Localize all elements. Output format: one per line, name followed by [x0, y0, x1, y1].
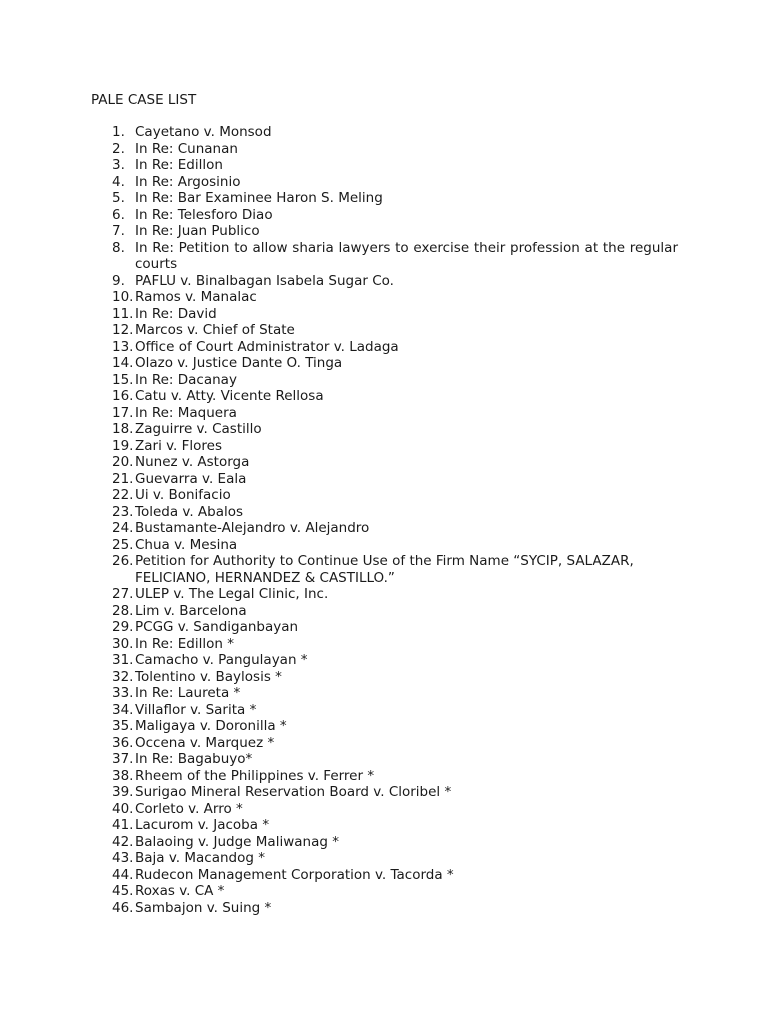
case-list: [112, 124, 678, 916]
list-item-number: 37.: [112, 751, 134, 767]
list-item-text: In Re: Petition to allow sharia lawyers to exercise their profession at the regular courts: [135, 239, 678, 272]
list-item-text: In Re: Bagabuyo*: [135, 751, 253, 767]
list-item: [112, 405, 678, 422]
list-item: [112, 289, 678, 306]
list-item-number: 27.: [112, 586, 134, 602]
list-item: [112, 207, 678, 224]
list-item: [112, 768, 678, 785]
list-item-text: Petition for Authority to Continue Use of the Firm Name “SYCIP, SALAZAR, FELICIANO, HERNANDEZ & CASTILLO.”: [135, 553, 634, 586]
list-item-text: Lacurom v. Jacoba *: [135, 817, 270, 833]
list-item-text: In Re: Laureta *: [135, 685, 241, 701]
list-item-text: In Re: Bar Examinee Haron S. Meling: [135, 190, 383, 206]
list-item-number: 44.: [112, 866, 134, 883]
list-item: [112, 190, 678, 207]
list-item-text: Roxas v. CA *: [135, 883, 225, 899]
list-item-text: Villaflor v. Sarita *: [135, 701, 257, 718]
list-item: [112, 685, 678, 702]
list-item-number: 18.: [112, 421, 134, 437]
list-item: [112, 751, 678, 768]
list-item-text: In Re: Argosinio: [135, 173, 241, 190]
list-item: [112, 240, 678, 273]
list-item-number: 23.: [112, 503, 134, 520]
list-item-text: PCGG v. Sandiganbayan: [135, 619, 299, 635]
list-item-number: 38.: [112, 767, 134, 784]
list-item: [112, 636, 678, 653]
list-item: [112, 355, 678, 372]
list-item-number: 32.: [112, 668, 134, 685]
list-item-text: Tolentino v. Baylosis *: [135, 668, 282, 685]
list-item: [112, 718, 678, 735]
list-item-text: Office of Court Administrator v. Ladaga: [135, 338, 399, 355]
list-item: [112, 520, 678, 537]
list-item: [112, 372, 678, 389]
list-item-number: 45.: [112, 883, 134, 899]
list-item-text: Toleda v. Abalos: [135, 503, 244, 520]
list-item-text: Olazo v. Justice Dante O. Tinga: [135, 355, 343, 371]
list-item: [112, 702, 678, 719]
list-item: [112, 883, 678, 900]
list-item: [112, 735, 678, 752]
list-item-number: 3.: [112, 157, 125, 173]
list-item-number: 9.: [112, 272, 125, 289]
list-item-number: 28.: [112, 602, 134, 619]
list-item-number: 1.: [112, 124, 125, 140]
list-item-text: Occena v. Marquez *: [135, 734, 275, 751]
list-item: [112, 388, 678, 405]
list-item-number: 40.: [112, 800, 134, 817]
list-item-text: Bustamante-Alejandro v. Alejandro: [135, 520, 370, 536]
list-item-text: In Re: Maquera: [135, 404, 237, 421]
list-item-text: Rudecon Management Corporation v. Tacorda *: [135, 866, 454, 883]
list-item-text: Rheem of the Philippines v. Ferrer *: [135, 767, 375, 784]
list-item-number: 8.: [112, 239, 125, 256]
list-item-number: 42.: [112, 833, 134, 850]
list-item: [112, 124, 678, 141]
list-item: [112, 487, 678, 504]
list-item: [112, 339, 678, 356]
list-item: [112, 306, 678, 323]
list-item-number: 2.: [112, 140, 125, 157]
list-item-number: 39.: [112, 784, 134, 800]
list-item: [112, 273, 678, 290]
list-item-text: Ramos v. Manalac: [135, 289, 257, 305]
list-item: [112, 867, 678, 884]
list-item-number: 5.: [112, 190, 125, 206]
list-item-number: 46.: [112, 899, 134, 916]
list-item-text: In Re: Cunanan: [135, 140, 238, 157]
list-item-number: 25.: [112, 536, 134, 553]
list-item-text: In Re: Telesforo Diao: [135, 206, 273, 223]
list-item-text: Camacho v. Pangulayan *: [135, 652, 308, 668]
list-item: [112, 471, 678, 488]
list-item-number: 4.: [112, 173, 125, 190]
list-item-text: PAFLU v. Binalbagan Isabela Sugar Co.: [135, 272, 394, 289]
list-item-text: Balaoing v. Judge Maliwanag *: [135, 833, 339, 850]
list-item: [112, 834, 678, 851]
list-item: [112, 504, 678, 521]
list-item-number: 34.: [112, 701, 134, 718]
list-item: [112, 817, 678, 834]
list-item: [112, 141, 678, 158]
list-item-text: Catu v. Atty. Vicente Rellosa: [135, 388, 324, 404]
list-item-number: 11.: [112, 305, 134, 322]
list-item-number: 26.: [112, 553, 134, 569]
list-item: [112, 900, 678, 917]
list-item: [112, 454, 678, 471]
list-item-number: 43.: [112, 850, 134, 866]
list-item-text: Chua v. Mesina: [135, 536, 238, 553]
list-item-text: Maligaya v. Doronilla *: [135, 718, 287, 734]
list-item-number: 16.: [112, 388, 134, 404]
list-item-number: 33.: [112, 685, 134, 701]
list-item-text: Corleto v. Arro *: [135, 800, 243, 817]
list-item: [112, 174, 678, 191]
list-item-number: 29.: [112, 619, 134, 635]
list-item-number: 7.: [112, 223, 125, 239]
list-item-text: Zaguirre v. Castillo: [135, 421, 262, 437]
list-item-text: Cayetano v. Monsod: [135, 124, 272, 140]
list-item: [112, 438, 678, 455]
list-item-number: 12.: [112, 322, 134, 338]
list-item-number: 19.: [112, 437, 134, 454]
list-item-text: Lim v. Barcelona: [135, 602, 247, 619]
list-item: [112, 784, 678, 801]
list-item-number: 21.: [112, 470, 134, 487]
list-item-text: In Re: David: [135, 305, 217, 322]
list-item: [112, 619, 678, 636]
list-item-text: In Re: Juan Publico: [135, 223, 260, 239]
list-item-text: Nunez v. Astorga: [135, 454, 250, 470]
list-item: [112, 322, 678, 339]
list-item: [112, 421, 678, 438]
list-item-number: 6.: [112, 206, 125, 223]
list-item: [112, 586, 678, 603]
list-item: [112, 801, 678, 818]
list-item-number: 10.: [112, 289, 134, 305]
list-item: [112, 553, 678, 586]
list-item-text: In Re: Dacanay: [135, 371, 237, 388]
list-item: [112, 850, 678, 867]
list-item-number: 30.: [112, 635, 134, 652]
list-item-number: 20.: [112, 454, 134, 470]
list-item-number: 31.: [112, 652, 134, 668]
list-item-text: In Re: Edillon *: [135, 635, 234, 652]
list-item-text: Sambajon v. Suing *: [135, 899, 272, 916]
list-item: [112, 603, 678, 620]
list-item-text: Zari v. Flores: [135, 437, 223, 454]
list-item-number: 35.: [112, 718, 134, 734]
list-item-number: 13.: [112, 338, 134, 355]
list-item: [112, 157, 678, 174]
list-item-number: 41.: [112, 817, 134, 833]
list-item-text: Guevarra v. Eala: [135, 470, 247, 487]
list-item: [112, 669, 678, 686]
list-item: [112, 652, 678, 669]
list-item-text: ULEP v. The Legal Clinic, Inc.: [135, 586, 329, 602]
document-title: PALE CASE LIST: [91, 92, 197, 108]
list-item-number: 15.: [112, 371, 134, 388]
list-item: [112, 537, 678, 554]
list-item-number: 24.: [112, 520, 134, 536]
list-item-text: In Re: Edillon: [135, 157, 223, 173]
list-item: [112, 223, 678, 240]
list-item-text: Ui v. Bonifacio: [135, 487, 231, 503]
list-item-text: Marcos v. Chief of State: [135, 322, 295, 338]
list-item-number: 36.: [112, 734, 134, 751]
list-item-number: 14.: [112, 355, 134, 371]
list-item-number: 17.: [112, 404, 134, 421]
list-item-text: Baja v. Macandog *: [135, 850, 265, 866]
list-item-number: 22.: [112, 487, 134, 503]
list-item-text: Surigao Mineral Reservation Board v. Cloribel *: [135, 784, 452, 800]
